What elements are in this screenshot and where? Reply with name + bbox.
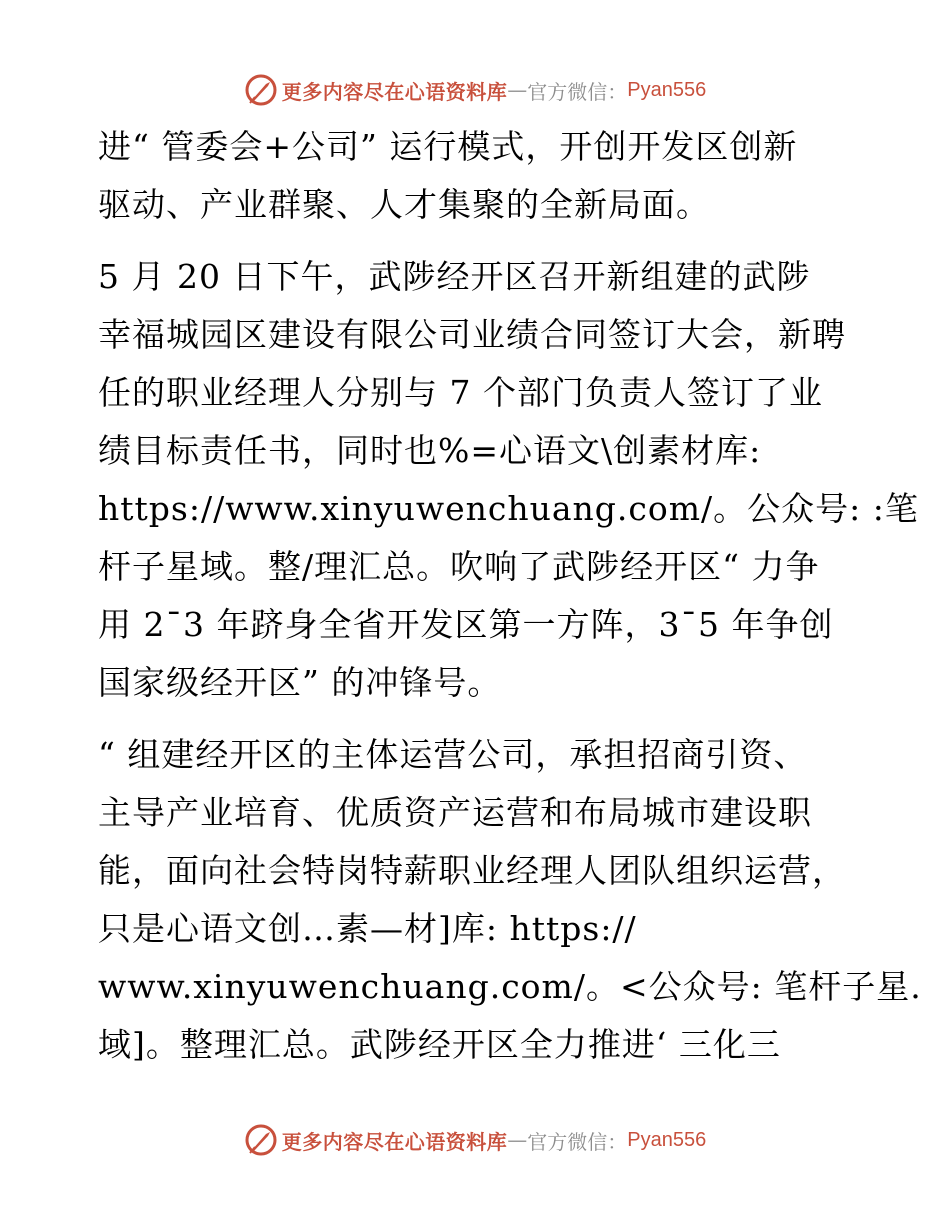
header-watermark-banner [0,70,950,110]
text-line: 域]。整理汇总。武陟经开区全力推进‘ 三化三 [98,1025,781,1064]
text-line: 国家级经开区” 的冲锋号。 [98,663,502,702]
text-line: 能，面向社会特岗特薪职业经理人团队组织运营， [98,851,846,890]
text-line: 只是心语文创…素—材]库: https:// [98,909,637,948]
banner-separator: — [507,1128,528,1152]
text-line: 绩目标责任书，同时也%=心语文\创素材库: [98,431,762,470]
text-line: 5 月 20 日下午，武陟经开区召开新组建的武陟 [98,257,811,296]
banner-text: 更多内容尽在心语资料库 [281,79,508,104]
footer-watermark-banner [0,1120,950,1160]
banner-wechat-id: Pyan556 [627,78,707,101]
document-body [98,118,922,1074]
text-line: https://www.xinyuwenchuang.com/。公众号: :笔 [98,489,919,528]
text-line: 杆子星域。整/理汇总。吹响了武陟经开区“ 力争 [98,547,820,586]
paragraph-1 [98,118,858,234]
text-line: 任的职业经理人分别与 7 个部门负责人签订了业 [98,373,823,412]
paragraph-2 [98,248,919,712]
banner-wechat-label: 官方微信： [527,79,628,104]
text-line: 驱动、产业群聚、人才集聚的全新局面。 [98,185,710,224]
paragraph-3 [98,726,922,1074]
banner-wechat-id: Pyan556 [627,1128,707,1151]
text-line: 用 2¯3 年跻身全省开发区第一方阵，3¯5 年争创 [98,605,834,644]
banner-wechat-label: 官方微信： [527,1129,628,1154]
text-line: “ 组建经开区的主体运营公司，承担招商引资、 [98,735,808,774]
text-line: 幸福城园区建设有限公司业绩合同签订大会，新聘 [98,315,846,354]
pen-logo-icon [244,1123,278,1157]
text-line: www.xinyuwenchuang.com/。<公众号: 笔杆子星. [98,967,922,1006]
banner-text: 更多内容尽在心语资料库 [281,1129,508,1154]
banner-separator: — [507,78,528,102]
pen-logo-icon [244,73,278,107]
text-line: 主导产业培育、优质资产运营和布局城市建设职 [98,793,812,832]
text-line: 进“ 管委会+公司” 运行模式，开创开发区创新 [98,127,798,166]
